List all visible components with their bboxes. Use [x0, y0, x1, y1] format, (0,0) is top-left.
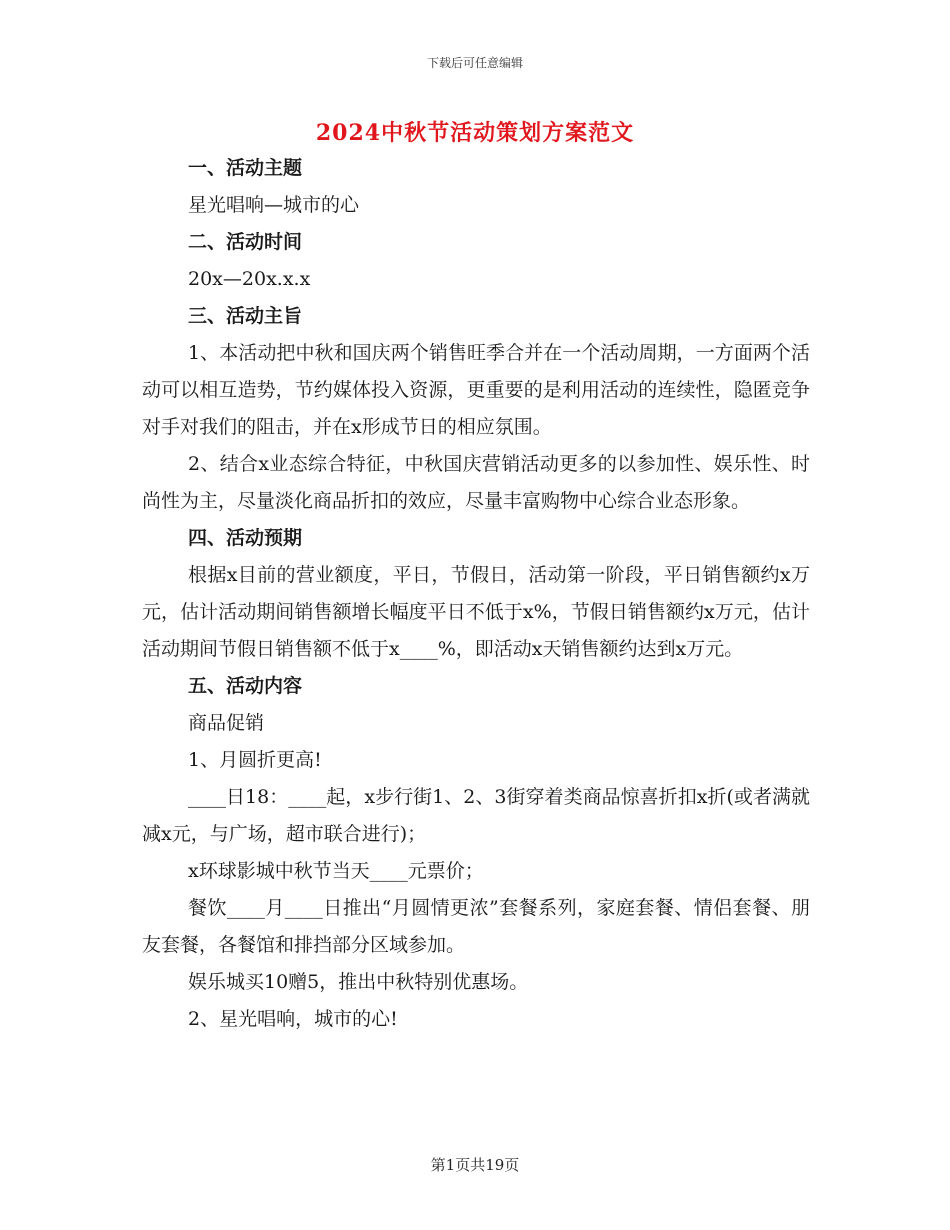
section-heading-time: 二、活动时间 [188, 231, 303, 253]
promotion-item-1: 1、月圆折更高! [188, 749, 322, 771]
promotion-detail-cinema: x环球影城中秋节当天____元票价； [188, 860, 484, 882]
promotion-detail-dining: 餐饮____月____日推出“月圆情更浓”套餐系列，家庭套餐、情侣套餐、朋友套餐，各餐馆和排挡部分区域参加。 [142, 897, 810, 956]
document-body [142, 150, 810, 1038]
promotion-detail-discount: ____日18：____起，x步行街1、2、3街穿着类商品惊喜折扣x折(或者满就减x元，与广场，超市联合进行)； [142, 786, 810, 845]
promotion-detail-entertainment: 娱乐城买10赠5，推出中秋特别优惠场。 [188, 971, 529, 993]
promotion-item-2: 2、星光唱响，城市的心! [188, 1008, 398, 1030]
theme-text: 星光唱响—城市的心 [188, 194, 360, 216]
section-heading-purpose: 三、活动主旨 [188, 305, 303, 327]
expectation-paragraph: 根据x目前的营业额度，平日，节假日，活动第一阶段，平日销售额约x万元，估计活动期间销售额增长幅度平日不低于x%，节假日销售额约x万元，估计活动期间节假日销售额不低于x____%，即活动x天销售额约达到x万元。 [142, 564, 810, 660]
promotion-subtitle: 商品促销 [188, 712, 265, 734]
section-heading-theme: 一、活动主题 [188, 157, 303, 179]
section-heading-content: 五、活动内容 [188, 675, 303, 697]
purpose-paragraph-1: 1、本活动把中秋和国庆两个销售旺季合并在一个活动周期，一方面两个活动可以相互造势，节约媒体投入资源，更重要的是利用活动的连续性，隐匿竞争对手对我们的阻击，并在x形成节日的相应氛围。 [142, 342, 810, 438]
header-note: 下载后可任意编辑 [426, 56, 523, 70]
document-title: 2024中秋节活动策划方案范文 [315, 120, 635, 146]
purpose-paragraph-2: 2、结合x业态综合特征，中秋国庆营销活动更多的以参加性、娱乐性、时尚性为主，尽量淡化商品折扣的效应，尽量丰富购物中心综合业态形象。 [142, 453, 810, 512]
section-heading-expectation: 四、活动预期 [188, 527, 303, 549]
page-number: 第1页共19页 [430, 1156, 520, 1174]
time-text: 20x—20x.x.x [188, 268, 311, 290]
